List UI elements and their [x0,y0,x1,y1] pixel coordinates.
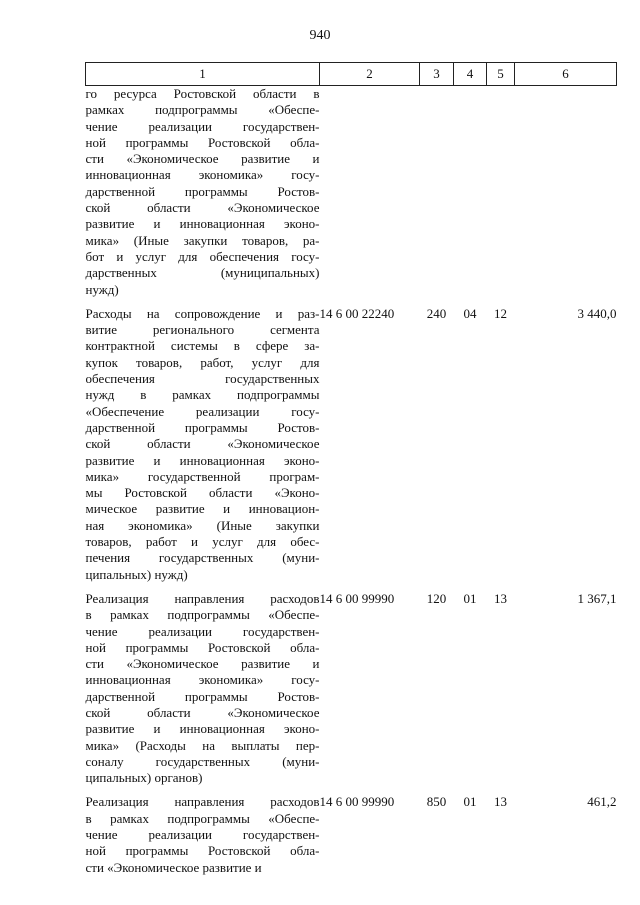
description-line: сти «Экономическое развитие и [85,656,320,672]
page-number: 940 [309,28,331,43]
description-line: сти «Экономическое развитие и [85,151,320,167]
description-line: ской области «Экономическое [85,704,320,720]
description-line: мы Ростовской области «Эконо- [85,485,320,501]
description-line: печения государственных (муни- [85,550,320,566]
description-line: контрактной системы в сфере за- [85,338,320,354]
description-line: чение реализации государствен- [85,827,320,843]
description-line: мика» (Иные закупки товаров, ра- [85,232,320,248]
description-line: мическое развитие и инновацион- [85,501,320,517]
description-line: мика» (Расходы на выплаты пер- [85,737,320,753]
description-line: товаров, работ и услуг для обес- [85,534,320,550]
row-subsection: 12 [494,305,507,321]
table-body [86,86,617,876]
budget-table [85,62,617,876]
table-row [86,306,617,583]
description-line: ской области «Экономическое [85,436,320,452]
description-line: «Обеспечение реализации госу- [85,403,320,419]
row-description [86,591,320,787]
description-line: ципальных) нужд) [85,566,188,582]
description-line: ной программы Ростовской обла- [85,639,320,655]
description-line: ципальных) органов) [85,770,203,786]
row-description [86,306,320,583]
row-subsection: 13 [494,590,507,606]
description-line: обеспечения государственных [85,371,320,387]
header-col-section: 4 [454,63,487,86]
description-line: дарственных (муниципальных) [85,265,320,281]
row-spacer [86,583,617,591]
row-section: 01 [463,590,477,606]
description-line: инновационная экономика» госу- [85,672,320,688]
header-col-description: 1 [86,63,320,86]
description-line: развитие и инновационная эконо- [85,452,320,468]
row-target-code: 14 6 00 99990 [319,590,395,606]
row-description [86,86,320,298]
header-col-expense-type: 3 [420,63,454,86]
header-col-amount: 6 [515,63,617,86]
description-line: купок товаров, работ, услуг для [85,354,320,370]
description-line: ской области «Экономическое [85,200,320,216]
description-line: Расходы на сопровождение и раз- [85,305,320,321]
description-line: нужд) [85,281,119,297]
description-line: дарственной программы Ростов- [85,419,320,435]
description-line: в рамках подпрограммы «Обеспе- [85,810,320,826]
row-expense-type: 240 [426,305,447,321]
row-subsection: 13 [494,794,507,810]
description-line: Реализация направления расходов [85,794,320,810]
row-amount: 461,2 [587,794,617,810]
description-line: чение реализации государствен- [85,118,320,134]
description-line: инновационная экономика» госу- [85,167,320,183]
table-row [86,591,617,787]
row-section: 04 [463,305,477,321]
description-line: витие регионального сегмента [85,322,320,338]
row-target-code [320,86,420,298]
header-col-subsection: 5 [487,63,515,86]
description-line: развитие и инновационная эконо- [85,216,320,232]
row-subsection [487,86,515,298]
row-spacer [86,298,617,306]
description-line: нужд в рамках подпрограммы [85,387,320,403]
description-line: ная экономика» (Иные закупки [85,517,320,533]
description-line: рамках подпрограммы «Обеспе- [85,102,320,118]
row-amount: 3 440,0 [577,305,617,321]
row-amount: 1 367,1 [577,590,617,606]
description-line: сти «Экономическое развитие и [85,859,262,875]
row-expense-type [420,86,454,298]
description-line: в рамках подпрограммы «Обеспе- [85,607,320,623]
header-col-code: 2 [320,63,420,86]
description-line: чение реализации государствен- [85,623,320,639]
description-line: ной программы Ростовской обла- [85,134,320,150]
row-expense-type: 850 [426,794,447,810]
description-line: дарственной программы Ростов- [85,688,320,704]
row-description [86,794,320,875]
description-line: развитие и инновационная эконо- [85,721,320,737]
description-line: мика» государственной програм- [85,468,320,484]
description-line: соналу государственных (муни- [85,753,320,769]
table-row [86,794,617,875]
row-spacer [86,786,617,794]
row-target-code: 14 6 00 99990 [319,794,395,810]
description-line: Реализация направления расходов [85,590,320,606]
row-expense-type: 120 [426,590,447,606]
description-line: го ресурса Ростовской области в [85,86,320,101]
row-amount [515,86,617,298]
row-section [454,86,487,298]
table-row [86,86,617,298]
row-target-code: 14 6 00 22240 [319,305,395,321]
description-line: дарственной программы Ростов- [85,183,320,199]
description-line: бот и услуг для обеспечения госу- [85,248,320,264]
description-line: ной программы Ростовской обла- [85,843,320,859]
table-header-row [86,63,617,86]
row-section: 01 [463,794,477,810]
